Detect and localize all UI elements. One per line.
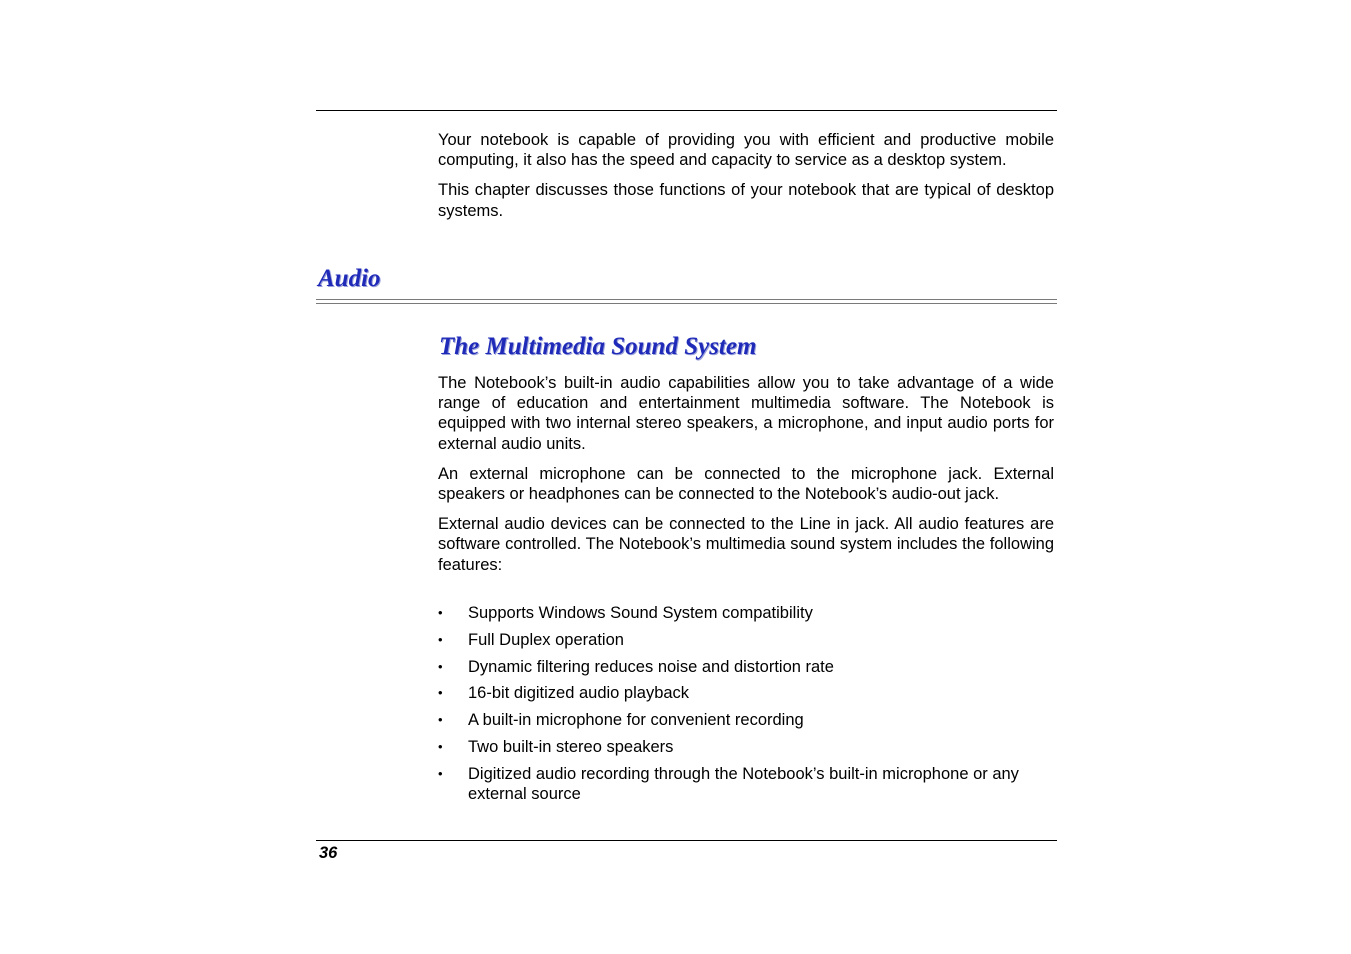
bullet-icon: • [438, 658, 443, 674]
footer-rule [316, 840, 1057, 841]
feature-list [438, 603, 1054, 811]
bullet-icon: • [438, 765, 443, 781]
feature-text: 16-bit digitized audio playback [468, 684, 690, 703]
intro-paragraph: Your notebook is capable of providing you with efficient and productive mobile computing, it also has the speed and capacity to service as a desktop system. [438, 131, 1054, 170]
feature-text: Two built-in stereo speakers [468, 737, 674, 756]
list-item [438, 657, 1054, 677]
list-item [438, 737, 1054, 757]
bullet-icon: • [438, 685, 443, 701]
section-divider [316, 299, 1057, 304]
list-item [438, 630, 1054, 650]
feature-text: Full Duplex operation [468, 630, 624, 649]
intro-text [438, 130, 1054, 231]
feature-text: Digitized audio recording through the Notebook’s built-in microphone or any external source [468, 764, 1019, 803]
list-item [438, 683, 1054, 703]
body-paragraph: An external microphone can be connected to the microphone jack. External speakers or headphones can be connected to the Notebook’s audio-out jack. [438, 464, 1054, 504]
list-item [438, 603, 1054, 623]
bullet-icon: • [438, 712, 443, 728]
bullet-icon: • [438, 631, 443, 647]
list-item [438, 710, 1054, 730]
feature-text: Dynamic filtering reduces noise and distortion rate [468, 657, 834, 676]
bullet-icon: • [438, 605, 443, 620]
list-item [438, 764, 1054, 804]
intro-paragraph: This chapter discusses those functions of your notebook that are typical of desktop systems. [438, 181, 1054, 220]
header-rule [316, 110, 1057, 111]
section-heading-audio: Audio [318, 265, 381, 292]
subsection-text [438, 373, 1054, 585]
body-paragraph: The Notebook’s built-in audio capabilities allow you to take advantage of a wide range of education and entertainment multimedia software. The Notebook is equipped with two internal stereo speakers, a microphone, and input audio ports for external audio units. [438, 374, 1054, 453]
page-number: 36 [319, 844, 338, 862]
bullet-icon: • [438, 738, 443, 754]
body-paragraph: External audio devices can be connected to the Line in jack. All audio features are software controlled. The Notebook’s multimedia sound system includes the following features: [438, 515, 1054, 574]
feature-text: Supports Windows Sound System compatibility [468, 604, 813, 622]
subsection-heading: The Multimedia Sound System [439, 333, 757, 360]
feature-text: A built-in microphone for convenient recording [468, 711, 804, 730]
